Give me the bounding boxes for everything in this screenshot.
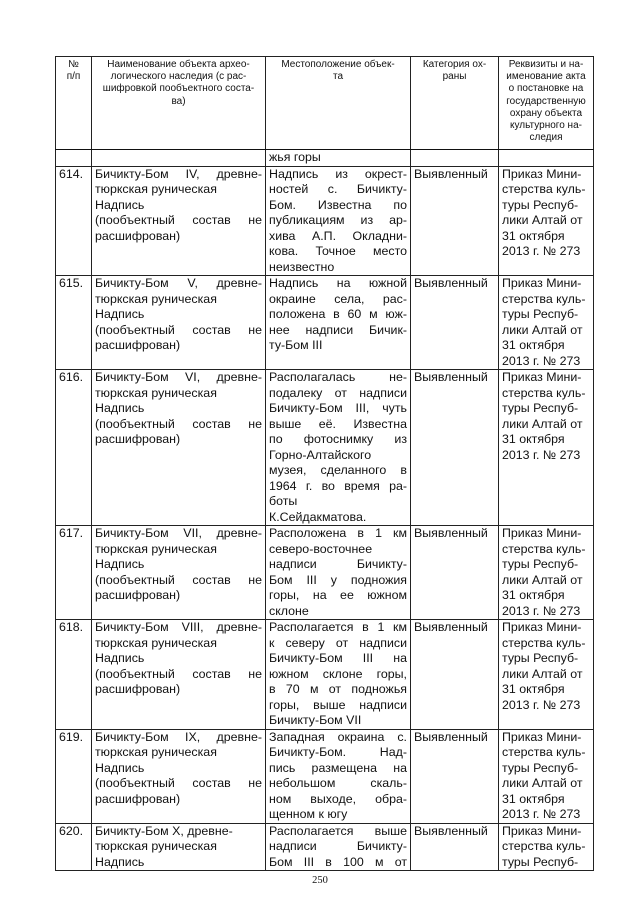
cell-act: Приказ Мини- стерства куль- туры Респуб- лики Алтай от 31 октября 2013 г. № 273 <box>499 729 594 823</box>
cell-act: Приказ Мини- стерства куль- туры Респуб- лики Алтай от 31 октября 2013 г. № 273 <box>499 166 594 276</box>
cell-num: 620. <box>56 823 92 871</box>
cell-name: Бичикту-Бом VI, древне- тюркская руническая Надпись (пообъектный состав не расшифрован) <box>92 370 266 526</box>
cell-name: Бичикту-Бом VIII, древне- тюркская руническая Надпись (пообъектный состав не расшифрован) <box>92 620 266 730</box>
cell-act: Приказ Мини- стерства куль- туры Респуб- лики Алтай от 31 октября 2013 г. № 273 <box>499 370 594 526</box>
header-act: Реквизиты и на- именование акта о постановке на государственную охрану объекта культурного на- следия <box>499 57 594 150</box>
cell-location: Надпись из окрест- ностей с. Бичикту- Бом. Известна по публикациям из ар- хива А.П. Окладни- кова. Точное место неизвестно <box>266 166 411 276</box>
cell-location: Располагается выше надписи Бичикту- Бом III в 100 м от <box>266 823 411 871</box>
cell-num <box>56 150 92 167</box>
cell-num: 614. <box>56 166 92 276</box>
cell-category: Выявленный <box>411 620 499 730</box>
cell-location: Западная окраина с. Бичикту-Бом. Над- пись размещена на небольшом скаль- ном выходе, обра- щенном к югу <box>266 729 411 823</box>
cell-name: Бичикту-Бом V, древне- тюркская руническая Надпись (пообъектный состав не расшифрован) <box>92 276 266 370</box>
cell-category: Выявленный <box>411 729 499 823</box>
cell-act: Приказ Мини- стерства куль- туры Респуб- лики Алтай от 31 октября 2013 г. № 273 <box>499 620 594 730</box>
cell-name <box>92 150 266 167</box>
table-row <box>56 526 594 620</box>
header-location: Местоположение объек- та <box>266 57 411 150</box>
cell-act <box>499 150 594 167</box>
cell-act: Приказ Мини- стерства куль- туры Респуб- лики Алтай от 31 октября 2013 г. № 273 <box>499 526 594 620</box>
cell-num: 619. <box>56 729 92 823</box>
cell-location: Располагается в 1 км к северу от надписи Бичикту-Бом III на южном склоне горы, в 70 м от подножья горы, выше надписи Бичикту-Бом VII <box>266 620 411 730</box>
heritage-register-table <box>55 56 594 871</box>
table-row <box>56 370 594 526</box>
cell-num: 618. <box>56 620 92 730</box>
cell-category: Выявленный <box>411 526 499 620</box>
cell-location: Надпись на южной окраине села, рас- положена в 60 м юж- нее надписи Бичик- ту-Бом III <box>266 276 411 370</box>
header-num: № п/п <box>56 57 92 150</box>
cell-num: 616. <box>56 370 92 526</box>
cell-name: Бичикту-Бом IX, древне- тюркская руническая Надпись (пообъектный состав не расшифрован) <box>92 729 266 823</box>
cell-num: 615. <box>56 276 92 370</box>
table-row <box>56 166 594 276</box>
cell-name: Бичикту-Бом VII, древне- тюркская руническая Надпись (пообъектный состав не расшифрован) <box>92 526 266 620</box>
cell-category: Выявленный <box>411 276 499 370</box>
table-row <box>56 823 594 871</box>
cell-category: Выявленный <box>411 166 499 276</box>
table-row <box>56 729 594 823</box>
table-row <box>56 620 594 730</box>
cell-category <box>411 150 499 167</box>
cell-location: Располагалась не- подалеку от надписи Бичикту-Бом III, чуть выше её. Известна по фотоснимку из Горно-Алтайского музея, сделанного в 1964 г. во время ра- боты К.Сейдакматова. <box>266 370 411 526</box>
cell-name: Бичикту-Бом IV, древне- тюркская руническая Надпись (пообъектный состав не расшифрован) <box>92 166 266 276</box>
table-header-row <box>56 57 594 150</box>
cell-num: 617. <box>56 526 92 620</box>
page-number: 250 <box>312 875 328 886</box>
header-category: Категория ох- раны <box>411 57 499 150</box>
cell-category: Выявленный <box>411 370 499 526</box>
cell-category: Выявленный <box>411 823 499 871</box>
cell-act: Приказ Мини- стерства куль- туры Респуб- лики Алтай от 31 октября 2013 г. № 273 <box>499 276 594 370</box>
continuation-row <box>56 150 594 167</box>
cell-name: Бичикту-Бом X, древне- тюркская руническая Надпись <box>92 823 266 871</box>
table-row <box>56 276 594 370</box>
header-name: Наименование объекта архео- логического наследия (с рас- шифровкой пообъектного соста- ва) <box>92 57 266 150</box>
cell-act: Приказ Мини- стерства куль- туры Респуб- <box>499 823 594 871</box>
cell-location: жья горы <box>266 150 411 167</box>
cell-location: Расположена в 1 км северо-восточнее надписи Бичикту- Бом III у подножия горы, на ее южном склоне <box>266 526 411 620</box>
